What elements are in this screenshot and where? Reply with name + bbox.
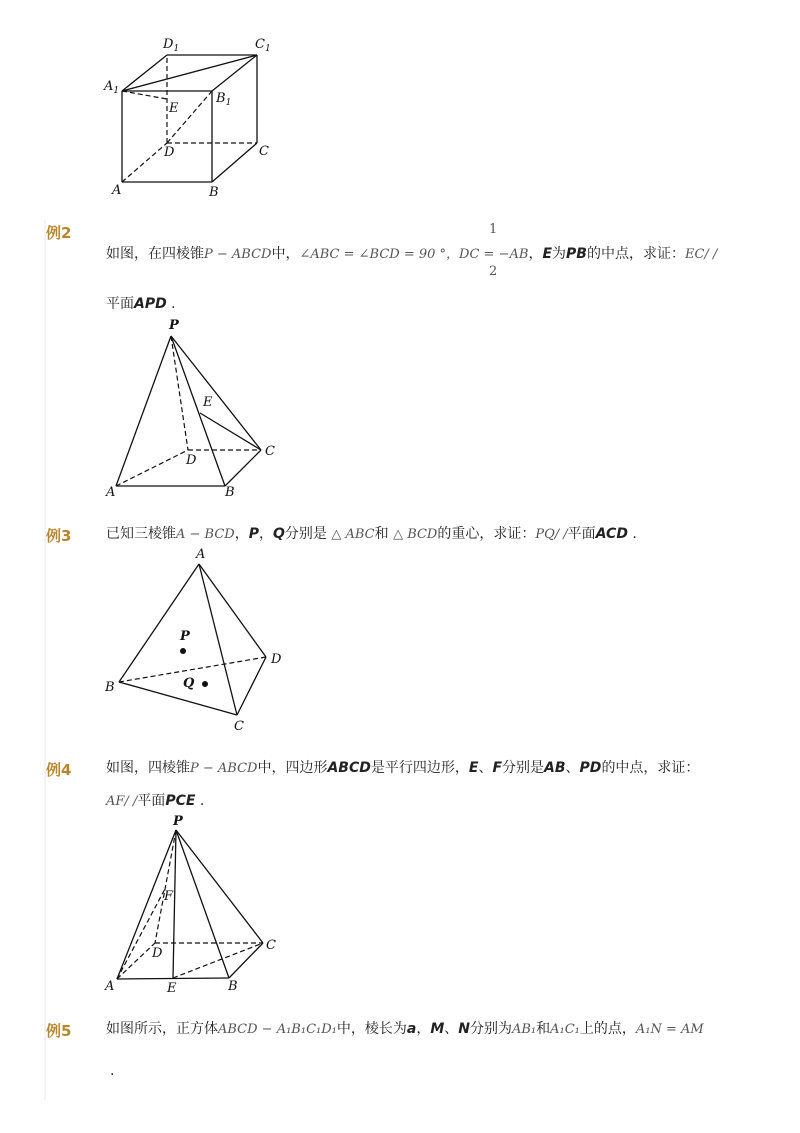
cube-figure	[100, 30, 290, 205]
fraction-denominator: 2	[489, 264, 498, 279]
label-C: C	[234, 719, 244, 734]
point-P	[180, 648, 186, 654]
edge-B-C	[229, 943, 263, 978]
fraction-numerator: 1	[489, 222, 498, 237]
pyramid-diagram-2	[100, 316, 290, 506]
label-E: E	[203, 395, 213, 410]
hidden-edge-P-D	[171, 336, 188, 450]
tetrahedron-diagram-3	[100, 546, 300, 736]
label-D: D	[164, 145, 175, 160]
label-C: C	[266, 938, 276, 953]
example-3-text-line1: 已知三棱锥A − BCD，P，Q分别是 △ ABC和 △ BCD的重心，求证：PQ/ /平面ACD .	[106, 526, 637, 542]
edge-C-D	[237, 657, 266, 715]
fraction-bar: −	[498, 247, 510, 262]
edge-P-A	[117, 830, 176, 979]
label-A1: $A_1$	[104, 79, 120, 96]
hidden-edge-P-D	[155, 830, 176, 943]
example-label-3: 例3	[46, 527, 72, 545]
pyramid-figure-4	[100, 812, 300, 997]
label-E: E	[169, 101, 179, 116]
pyramid-figure-2	[100, 316, 290, 506]
label-P: P	[180, 629, 190, 644]
left-margin-line	[44, 220, 46, 1100]
label-D: D	[271, 652, 282, 667]
hidden-line-D-B1	[167, 91, 212, 143]
label-D: D	[186, 453, 197, 468]
diag-A1-C1	[122, 55, 257, 91]
hidden-line-A-F	[117, 887, 166, 979]
label-A: A	[106, 485, 116, 500]
edge-A-B	[119, 564, 199, 682]
label-B: B	[225, 485, 235, 500]
label-A: A	[105, 979, 115, 994]
hidden-edge-A-D	[122, 143, 167, 182]
example-2-text-line2: 平面APD .	[106, 296, 176, 312]
label-D1: $D_1$	[163, 37, 180, 54]
edge-B-C	[119, 682, 237, 715]
label-F: F	[164, 889, 174, 904]
label-P: P	[169, 318, 179, 333]
label-A: A	[196, 547, 206, 562]
point-Q	[202, 681, 208, 687]
label-B: B	[209, 185, 219, 200]
example-2-text-line1: 如图，在四棱锥P − ABCD中，∠ABC = ∠BCD = 90 °，DC = −AB，E为PB的中点，求证：EC/ /	[106, 246, 718, 262]
label-B1: $B_1$	[216, 91, 232, 108]
edge-B-C	[225, 450, 261, 486]
pyramid-diagram-4	[100, 812, 300, 997]
edge-E-C	[200, 413, 261, 450]
example-4-text-line2: AF/ /平面PCE .	[106, 793, 205, 809]
label-C1: $C_1$	[255, 37, 271, 54]
edge-P-E	[173, 830, 176, 978]
label-P: P	[173, 814, 183, 829]
hidden-edge-A-D	[117, 943, 155, 979]
label-D: D	[152, 946, 163, 961]
example-label-4: 例4	[46, 761, 72, 779]
label-E: E	[167, 981, 177, 996]
edge-A-B	[117, 978, 229, 979]
cube-diagram	[100, 30, 290, 205]
example-label-5: 例5	[46, 1022, 72, 1040]
label-C: C	[259, 144, 269, 159]
tetrahedron-figure-3	[100, 546, 300, 736]
edge-P-A	[116, 336, 171, 486]
example-5-text-line2: .	[110, 1063, 115, 1079]
label-A: A	[112, 183, 122, 198]
edge-P-C	[171, 336, 261, 450]
edge-A-C	[199, 564, 237, 715]
example-label-2: 例2	[46, 224, 72, 242]
label-C: C	[265, 444, 275, 459]
edge-B-C	[212, 143, 257, 182]
example-4-text-line1: 如图，四棱锥P − ABCD中，四边形ABCD是平行四边形，E、F分别是AB、PD的中点，求证：	[106, 760, 700, 776]
edge-P-B	[171, 336, 225, 486]
edge-P-C	[176, 830, 263, 943]
hidden-line-A1-E	[122, 91, 167, 99]
edge-P-B	[176, 830, 229, 978]
label-Q: Q	[183, 676, 195, 691]
example-5-text-line1: 如图所示，正方体ABCD − A₁B₁C₁D₁中，棱长为a，M、N分别为AB₁和A₁C₁上的点，A₁N = AM	[106, 1021, 704, 1037]
label-B: B	[228, 979, 238, 994]
label-B: B	[105, 680, 115, 695]
edge-A-D	[199, 564, 266, 657]
